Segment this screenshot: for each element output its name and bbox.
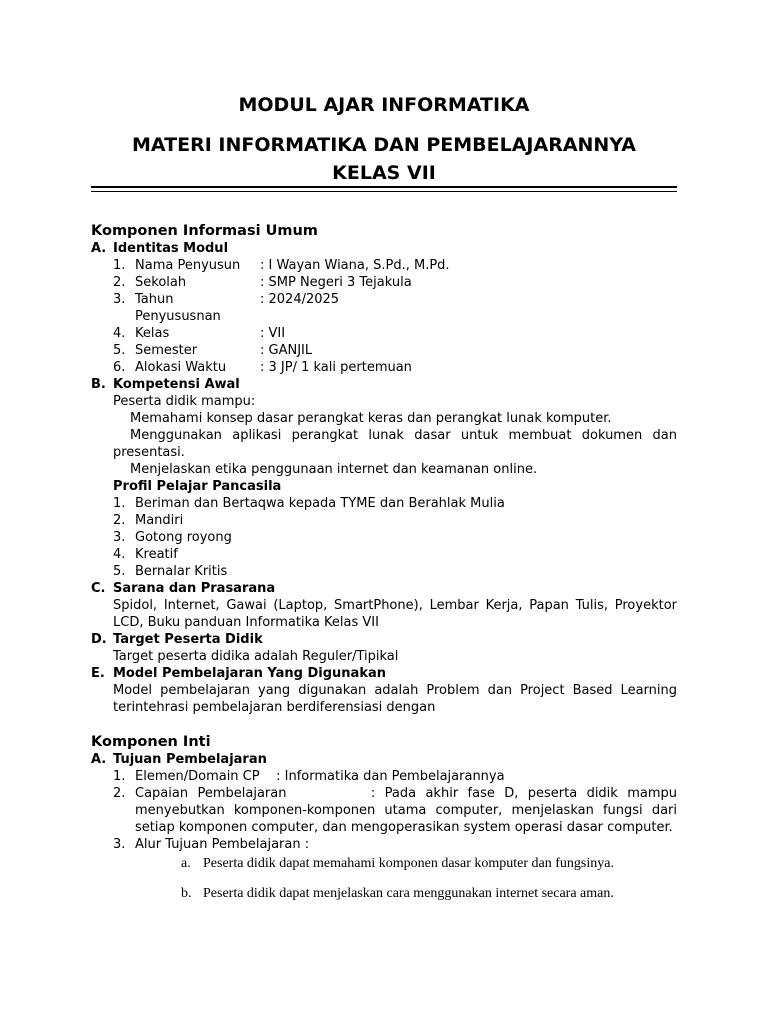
profil-text: Mandiri	[135, 513, 184, 528]
title-rule-top	[91, 186, 677, 188]
profil-item	[91, 546, 677, 563]
identitas-value: : SMP Negeri 3 Tejakula	[260, 275, 412, 290]
identitas-key: Semester	[135, 343, 198, 358]
identitas-key: Nama Penyusun	[135, 258, 241, 273]
kompetensi-bullet-text: Menjelaskan etika penggunaan internet dan keamanan online.	[130, 462, 538, 477]
tujuan-item-1: 1. Elemen/Domain CP : Informatika dan Pembelajarannya	[113, 769, 505, 784]
sarana-text: Spidol, Internet, Gawai (Laptop, SmartPhone), Lembar Kerja, Papan Tulis, Proyektor LCD, Buku panduan Informatika Kelas VII	[113, 598, 677, 630]
title-rule-bottom	[91, 191, 677, 192]
identitas-item	[91, 325, 677, 342]
identitas-number: 1.	[113, 258, 126, 273]
profil-list	[91, 495, 677, 580]
document-body	[91, 222, 682, 903]
kompetensi-bullet-item	[91, 427, 677, 461]
identitas-number: 6.	[113, 360, 126, 375]
identitas-key: Kelas	[135, 326, 170, 341]
profil-number: 3.	[113, 530, 126, 545]
identitas-value: : GANJIL	[260, 343, 313, 358]
alur-tujuan-text: Peserta didik dapat memahami komponen dasar komputer dan fungsinya.	[203, 856, 614, 871]
target-text: Target peserta didika adalah Reguler/Tipikal	[113, 649, 399, 664]
model-text: Model pembelajaran yang digunakan adalah Problem dan Project Based Learning terintehrasi pembelajaran berdiferensiasi dengan	[113, 683, 677, 715]
subsection-sarana: C. Sarana dan Prasarana	[91, 581, 276, 596]
profil-text: Beriman dan Bertaqwa kepada TYME dan Berahlak Mulia	[135, 496, 505, 511]
identitas-value: : VII	[260, 326, 286, 341]
alur-tujuan-text: Peserta didik dapat menjelaskan cara menggunakan internet secara aman.	[203, 886, 614, 901]
profil-item	[91, 529, 677, 546]
alur-tujuan-list	[91, 855, 677, 903]
profil-item	[91, 495, 677, 512]
identitas-key: Sekolah	[135, 275, 187, 290]
section-heading-informasi-umum: Komponen Informasi Umum	[91, 223, 318, 239]
profil-text: Bernalar Kritis	[135, 564, 228, 579]
identitas-item	[91, 359, 677, 376]
alur-tujuan-item	[91, 885, 677, 903]
profil-text: Kreatif	[135, 547, 178, 562]
identitas-value: : 2024/2025	[260, 292, 340, 307]
identitas-item	[91, 257, 677, 274]
kompetensi-intro: Peserta didik mampu:	[113, 394, 256, 409]
profil-number: 1.	[113, 496, 126, 511]
profil-item	[91, 563, 677, 580]
identitas-number: 2.	[113, 275, 126, 290]
kompetensi-bullet-item	[91, 410, 677, 427]
kompetensi-bullet-item	[91, 461, 677, 478]
kompetensi-bullets	[91, 410, 677, 478]
material-title: MATERI INFORMATIKA DAN PEMBELAJARANNYA	[132, 134, 636, 156]
identitas-value: : I Wayan Wiana, S.Pd., M.Pd.	[260, 258, 450, 273]
identitas-number: 4.	[113, 326, 126, 341]
section-heading-inti: Komponen Inti	[91, 734, 211, 750]
identitas-value: : 3 JP/ 1 kali pertemuan	[260, 360, 412, 375]
subsection-tujuan: A. Tujuan Pembelajaran	[91, 752, 267, 767]
profil-number: 2.	[113, 513, 126, 528]
subsection-identitas-modul: A. Identitas Modul	[91, 241, 229, 256]
profil-item	[91, 512, 677, 529]
subsection-kompetensi-awal: B. Kompetensi Awal	[91, 377, 240, 392]
tujuan-item-3: 3. Alur Tujuan Pembelajaran :	[113, 837, 310, 852]
identitas-item	[91, 291, 677, 325]
alur-tujuan-item	[91, 855, 677, 873]
identitas-number: 5.	[113, 343, 126, 358]
alur-tujuan-letter: a.	[181, 856, 191, 871]
kompetensi-bullet-text: Memahami konsep dasar perangkat keras dan perangkat lunak komputer.	[130, 411, 612, 426]
profil-title: Profil Pelajar Pancasila	[113, 479, 282, 494]
profil-number: 5.	[113, 564, 126, 579]
tujuan-item-2: 2. Capaian Pembelajaran : Pada akhir fase D, peserta didik mampu menyebutkan komponen-komponen utama computer, menjelaskan fungsi dari setiap komponen computer, dan mengoperasikan system operasi dasar computer.	[113, 786, 682, 835]
profil-text: Gotong royong	[135, 530, 232, 545]
subsection-target: D. Target Peserta Didik	[91, 632, 263, 647]
identitas-item	[91, 274, 677, 291]
identitas-key: Alokasi Waktu	[135, 360, 227, 375]
module-title: MODUL AJAR INFORMATIKA	[238, 94, 530, 116]
identitas-key: Tahun Penyususnan	[135, 292, 221, 324]
identitas-list	[91, 257, 677, 376]
profil-number: 4.	[113, 547, 126, 562]
class-title: KELAS VII	[332, 162, 436, 184]
kompetensi-bullet-text: Menggunakan aplikasi perangkat lunak dasar untuk membuat dokumen dan presentasi.	[113, 428, 677, 460]
identitas-number: 3.	[113, 292, 126, 307]
identitas-item	[91, 342, 677, 359]
alur-tujuan-letter: b.	[181, 886, 192, 901]
subsection-model: E. Model Pembelajaran Yang Digunakan	[91, 666, 386, 681]
